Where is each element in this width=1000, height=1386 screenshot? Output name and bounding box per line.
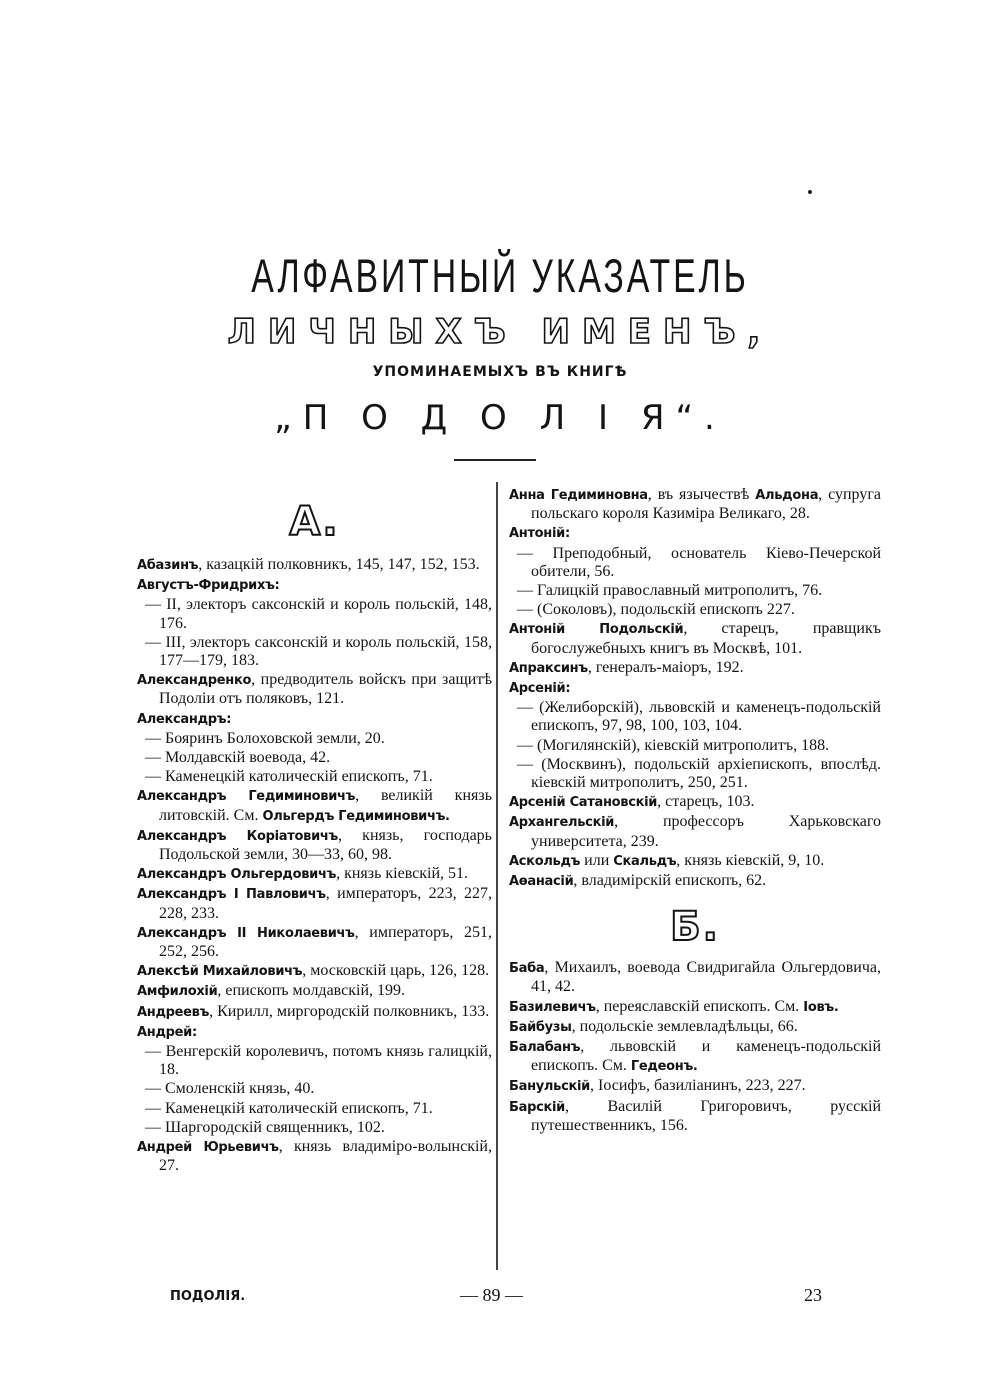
entry-text: , львовскій и каменецъ-подольскій епископъ. См. <box>531 1038 881 1075</box>
entry-headword: Александръ II Николаевичъ <box>137 925 355 941</box>
index-entry <box>137 1023 492 1042</box>
entry-headword: Арсеній Сатановскій <box>509 795 658 811</box>
entry-headword: Андрей: <box>137 1024 197 1040</box>
section-letter-b: Б. <box>670 904 720 951</box>
entry-text: или <box>580 851 614 869</box>
entry-text: , профессоръ Харьковскаго университета, 239. <box>531 813 881 850</box>
entry-text: — Преподобный, основатель Кіево-Печерской обители, 56. <box>517 544 881 580</box>
index-entry <box>509 852 881 871</box>
index-entry <box>509 659 881 678</box>
index-entry <box>509 1018 881 1037</box>
entry-cross-reference: Ольгердъ Гедиминовичъ. <box>262 808 450 824</box>
entry-cross-reference: Іовъ. <box>803 999 839 1015</box>
stray-dot <box>808 190 812 194</box>
entry-text: , владимірскій епископъ, 62. <box>573 872 767 890</box>
entry-text: , въ язычествѣ <box>647 486 756 503</box>
index-entry <box>509 679 881 698</box>
entry-text: , казацкій полковникъ, 145, 147, 152, 153. <box>198 556 480 573</box>
index-subentry <box>509 699 881 735</box>
index-entry <box>137 787 492 825</box>
index-entry <box>509 1077 881 1096</box>
entry-text: , супруга польскаго короля Казиміра Великаго, 28. <box>531 486 881 523</box>
entry-headword: Александръ I Павловичъ <box>137 887 326 903</box>
index-entry <box>509 1098 881 1135</box>
entry-text: , подольскіе землевладѣльцы, 66. <box>571 1017 798 1035</box>
entry-cross-reference: Скальдъ <box>613 853 677 869</box>
index-subentry <box>509 737 881 755</box>
entry-headword: Андрей Юрьевичъ <box>137 1140 279 1156</box>
entry-headword: Августъ-Фридрихъ: <box>137 578 280 594</box>
entry-text: , князь, господарь Подольской земли, 30—33, 60, 98. <box>159 826 492 864</box>
index-entry <box>137 1138 492 1175</box>
entry-text: — Каменецкій католическій епископъ, 71. <box>145 1099 433 1117</box>
index-entry <box>137 576 492 595</box>
index-subentry <box>137 730 492 748</box>
entry-headword: Абазинъ <box>137 558 199 573</box>
entry-text: , Василій Григоровичъ, русскій путешественникъ, 156. <box>531 1097 881 1134</box>
index-subentry <box>137 1043 492 1079</box>
entry-text: , князь кіевскій, 51. <box>336 865 469 883</box>
index-entry <box>137 556 492 575</box>
section-letter-a: А. <box>289 499 340 545</box>
index-entry <box>509 813 881 850</box>
entry-text: — (Могилянскій), кіевскій митрополитъ, 188. <box>517 736 830 754</box>
index-entry <box>137 865 492 884</box>
entry-headword: Банульскій <box>509 1079 590 1095</box>
entry-headword: Аскольдъ <box>509 853 581 869</box>
right-entry-list-b <box>509 959 881 1135</box>
index-entry <box>509 998 881 1017</box>
entry-text: , Іосифъ, базиліанинъ, 223, 227. <box>589 1077 806 1095</box>
footer-book-title: ПОДОЛІЯ. <box>170 1289 246 1304</box>
entry-headword: Байбузы <box>509 1019 572 1035</box>
entry-text: — (Москвинъ), подольскій архіепископъ, впослѣд. кіевскій митрополитъ, 250, 251. <box>517 755 881 792</box>
entry-text: — II, электоръ саксонскій и король польскій, 148, 176. <box>145 596 492 632</box>
right-entry-list-a <box>509 486 881 891</box>
entry-text: , императоръ, 251, 252, 256. <box>159 923 492 961</box>
entry-headword: Александръ Ольгердовичъ <box>137 867 337 883</box>
column-divider <box>496 482 498 1270</box>
entry-headword: Алексѣй Михайловичъ <box>137 964 303 980</box>
entry-text: , великій князь литовскій. См. <box>159 787 492 824</box>
entry-text: , переяславскій епископъ. См. <box>595 997 804 1015</box>
index-subentry <box>137 1080 492 1098</box>
index-subentry <box>509 756 881 792</box>
entry-headword: Александръ Коріатовичъ <box>137 828 338 844</box>
title-rule <box>454 459 536 461</box>
entry-headword: Амфилохій <box>137 984 218 1000</box>
index-subentry <box>137 1119 492 1137</box>
left-column <box>137 486 492 1177</box>
entry-headword: Аѳанасій <box>509 874 574 890</box>
index-subentry <box>509 582 881 600</box>
title-line3: УПОМИНАЕМЫХЪ ВЪ КНИГѢ <box>372 364 628 380</box>
index-subentry <box>509 545 881 581</box>
entry-headword: Барскій <box>509 1099 565 1115</box>
entry-text: , предводитель войскъ при защитѣ Подоліи отъ поляковъ, 121. <box>159 671 492 708</box>
right-column <box>509 486 881 1136</box>
index-entry <box>137 962 492 981</box>
entry-text: , Кирилл, миргородскій полковникъ, 133. <box>209 1002 490 1020</box>
entry-cross-reference: Гедеонъ. <box>630 1059 698 1075</box>
entry-text: — Венгерскій королевичъ, потомъ князь галицкій, 18. <box>145 1043 492 1079</box>
entry-text: , старецъ, 103. <box>657 793 755 811</box>
entry-text: , старецъ, правщикъ богослужебныхъ книгъ въ Москвѣ, 101. <box>531 620 881 657</box>
entry-headword: Антоній: <box>509 526 570 542</box>
entry-headword: Баба <box>509 961 545 977</box>
entry-text: — Шаргородскій священникъ, 102. <box>145 1118 385 1136</box>
index-subentry <box>137 634 492 670</box>
entry-text: — (Соколовъ), подольскій епископъ 227. <box>517 601 795 619</box>
index-entry <box>137 924 492 961</box>
footer-page-number: — 89 — <box>460 1285 523 1305</box>
entry-text: , князь владиміро-волынскій, 27. <box>159 1138 492 1175</box>
entry-headword: Андреевъ <box>137 1004 210 1020</box>
index-subentry <box>137 768 492 786</box>
index-subentry <box>137 1100 492 1118</box>
index-entry <box>137 671 492 708</box>
index-entry <box>509 793 881 812</box>
footer-signature: 23 <box>804 1285 822 1305</box>
entry-text: — Смоленскій князь, 40. <box>145 1080 315 1098</box>
entry-text: , императоръ, 223, 227, 228, 233. <box>159 885 492 922</box>
index-entry <box>509 524 881 543</box>
index-entry <box>137 982 492 1001</box>
index-entry <box>137 1003 492 1022</box>
title-line4: „П О Д О Л І Я“. <box>274 398 726 438</box>
left-entry-list <box>137 556 492 1176</box>
entry-text: — III, электоръ саксонскій и король польскій, 158, 177—179, 183. <box>145 633 492 670</box>
index-subentry <box>137 596 492 632</box>
entry-text: — Бояринъ Болоховской земли, 20. <box>145 729 385 747</box>
entry-headword: Александръ Гедиминовичъ <box>137 789 356 805</box>
entry-text: — Галицкій православный митрополитъ, 76. <box>517 582 823 600</box>
entry-headword: Александръ: <box>137 711 232 727</box>
entry-headword: Александренко <box>137 673 252 689</box>
title-line1: АЛФАВИТНЫЙ УКАЗАТЕЛЬ <box>251 249 749 302</box>
entry-headword: Антоній Подольскій <box>509 622 684 638</box>
entry-headword: Апраксинъ <box>509 660 588 676</box>
entry-text: , московскій царь, 126, 128. <box>302 962 490 980</box>
entry-headword: Балабанъ <box>509 1040 581 1056</box>
index-entry <box>509 872 881 891</box>
entry-text: , Михаилъ, воевода Свидригайла Ольгердовича, 41, 42. <box>531 959 881 996</box>
entry-text: — Молдавскій воевода, 42. <box>145 749 331 767</box>
index-entry <box>137 885 492 922</box>
index-subentry <box>137 749 492 767</box>
entry-text: , князь кіевскій, 9, 10. <box>676 851 825 869</box>
entry-headword: Арсеній: <box>509 681 571 697</box>
index-subentry <box>509 601 881 619</box>
title-line2: ЛИЧНЫХЪ ИМЕНЪ, <box>227 312 773 352</box>
entry-headword: Базилевичъ <box>509 999 596 1015</box>
entry-headword: Анна Гедиминовна <box>509 488 648 503</box>
entry-text: — (Желиборскій), львовскій и каменецъ-подольскій епископъ, 97, 98, 100, 103, 104. <box>517 699 881 735</box>
entry-text: , епископъ молдавскій, 199. <box>217 982 406 1000</box>
entry-text: , генералъ-маіоръ, 192. <box>587 658 744 676</box>
index-entry <box>137 827 492 864</box>
index-entry <box>137 710 492 729</box>
index-entry <box>509 486 881 523</box>
entry-text: — Каменецкій католическій епископъ, 71. <box>145 768 433 786</box>
index-entry <box>509 620 881 657</box>
index-entry <box>509 1038 881 1076</box>
entry-headword: Архангельскій <box>509 815 615 831</box>
entry-cross-reference: Альдона <box>755 488 819 503</box>
index-entry <box>509 959 881 996</box>
